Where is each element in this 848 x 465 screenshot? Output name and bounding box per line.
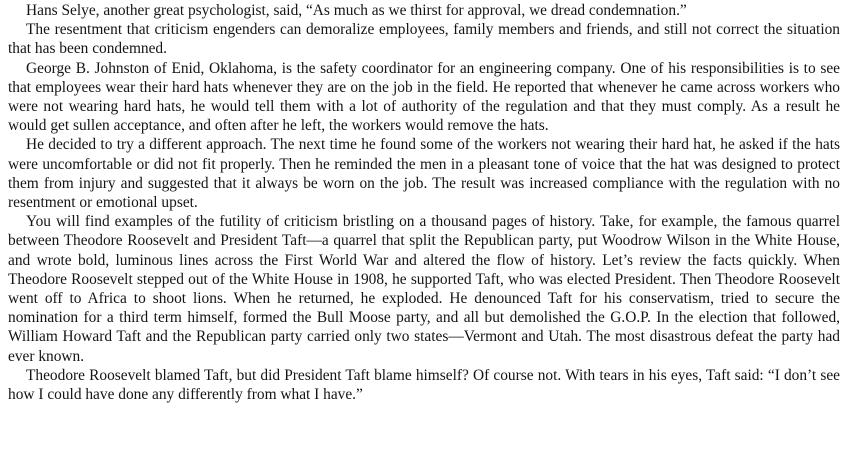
paragraph-roosevelt-taft-quarrel: You will find examples of the futility of criticism bristling on a thousand pages of history. Take, for example, the famous quarrel between Theodore Roosevelt and President Taft—a quarrel that split the Republican party, put Woodrow Wilson in the White House, and wrote bold, luminous lines across the First World War and altered the flow of history. Let’s review the facts quickly. When Theodore Roosevelt stepped out of the White House in 1908, he supported Taft, who was elected President. Then Theodore Roosevelt went off to Africa to shoot lions. When he returned, he exploded. He denounced Taft for his conservatism, tried to secure the nomination for a third term himself, formed the Bull Moose party, and all but demolished the G.O.P. In the election that followed, William Howard Taft and the Republican party carried only two states—Vermont and Utah. The most disastrous defeat the party had ever known.	[8, 213, 840, 365]
paragraph-selye-quote: Hans Selye, another great psychologist, said, “As much as we thirst for approval, we dread condemnation.”	[26, 2, 687, 19]
paragraph-resentment: The resentment that criticism engenders can demoralize employees, family members and friends, and still not correct the situation that has been condemned.	[8, 21, 840, 58]
paragraph-different-approach: He decided to try a different approach. The next time he found some of the workers not wearing their hard hat, he asked if the hats were uncomfortable or did not fit properly. Then he reminded the men in a pleasant tone of voice that the hat was designed to protect them from injury and suggested that it always be worn on the job. The result was increased compliance with the regulation with no resentment or emotional upset.	[8, 136, 840, 212]
paragraph-taft-blame: Theodore Roosevelt blamed Taft, but did President Taft blame himself? Of course not. With tears in his eyes, Taft said: “I don’t see how I could have done any differently from what I have.”	[8, 366, 840, 404]
paragraph-johnston: George B. Johnston of Enid, Oklahoma, is the safety coordinator for an engineering company. One of his responsibilities is to see that employees wear their hard hats whenever they are on the job in the field. He reported that whenever he came across workers who were not wearing hard hats, he would tell them with a lot of authority of the regulation and that they must comply. As a result he would get sullen acceptance, and often after he left, the workers would remove the hats.	[8, 59, 840, 135]
